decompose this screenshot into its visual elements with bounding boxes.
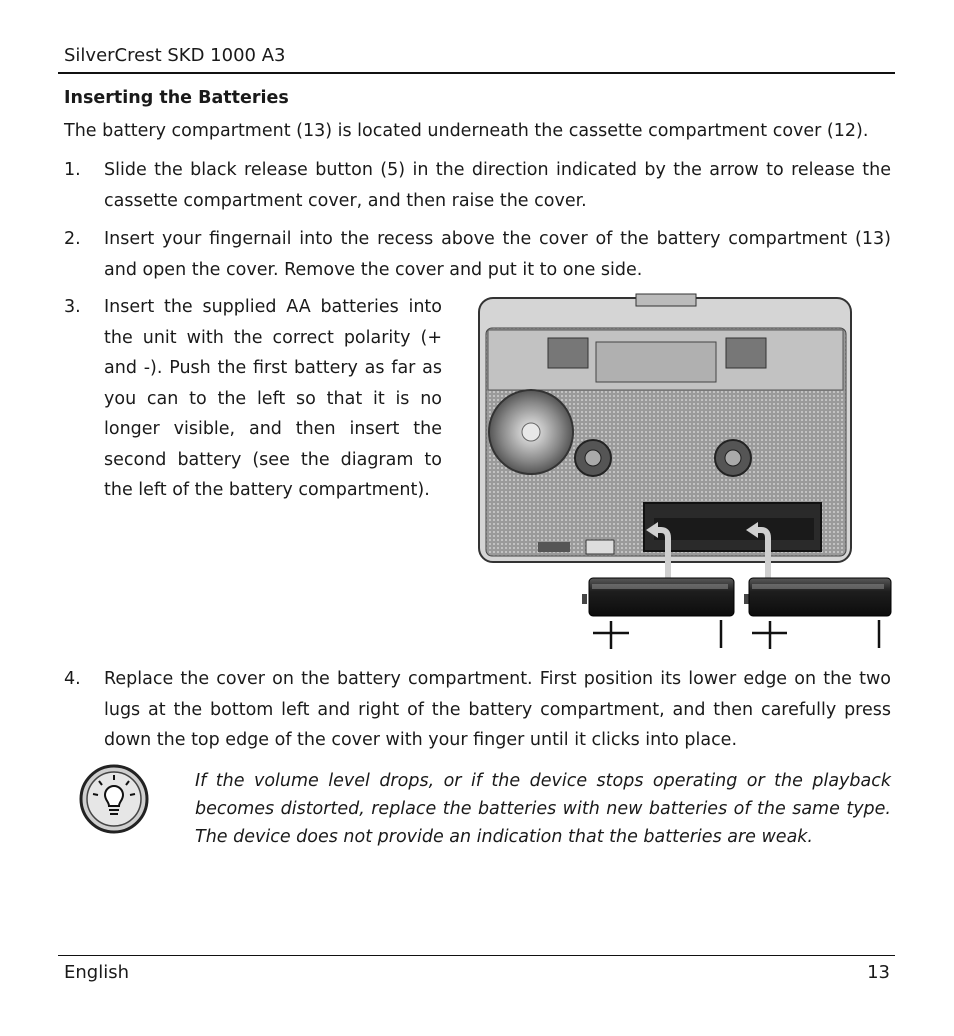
step-text: Slide the black release button (5) in the direction indicated by the arrow to release the cassette compartment cover, and then raise the cover. (104, 160, 891, 211)
section-heading: Inserting the Batteries (64, 88, 289, 108)
step-text: Replace the cover on the battery compartment. First position its lower edge on the two lugs at the bottom left and right of the battery compartment, and then carefully press down the top edge of the cover with your finger until it clicks into place. (104, 669, 891, 750)
step-number: 2. (64, 229, 81, 249)
footer-language: English (64, 962, 129, 983)
tip-note: If the volume level drops, or if the device stops operating or the playback becomes distorted, replace the batteries with new batteries of the same type. The device does not provide an indication that the batteries are weak. (195, 771, 891, 847)
step-number: 4. (64, 669, 81, 689)
header-rule (58, 72, 895, 74)
step-text: Insert your fingernail into the recess above the cover of the battery compartment (13) and open the cover. Remove the cover and put it to one side. (104, 229, 891, 280)
step-number: 3. (64, 297, 81, 317)
battery-right (744, 578, 891, 616)
step-number: 1. (64, 160, 81, 180)
battery-left (582, 578, 734, 616)
document-header: SilverCrest SKD 1000 A3 (64, 45, 286, 66)
battery-compartment (644, 503, 821, 578)
lightbulb-icon (78, 763, 150, 835)
footer-rule (58, 955, 895, 956)
page-number: 13 (867, 962, 890, 983)
step-text: Insert the supplied AA batteries into the unit with the correct polarity (+ and -). Push the first battery as far as you can to the left so that it is no longer visible, and then insert the second battery (see the diagram to the left of the battery compartment). (104, 297, 442, 500)
intro-paragraph: The battery compartment (13) is located underneath the cassette compartment cover (12). (64, 121, 869, 141)
cassette-player-figure (476, 290, 896, 655)
polarity-marks (593, 620, 879, 649)
